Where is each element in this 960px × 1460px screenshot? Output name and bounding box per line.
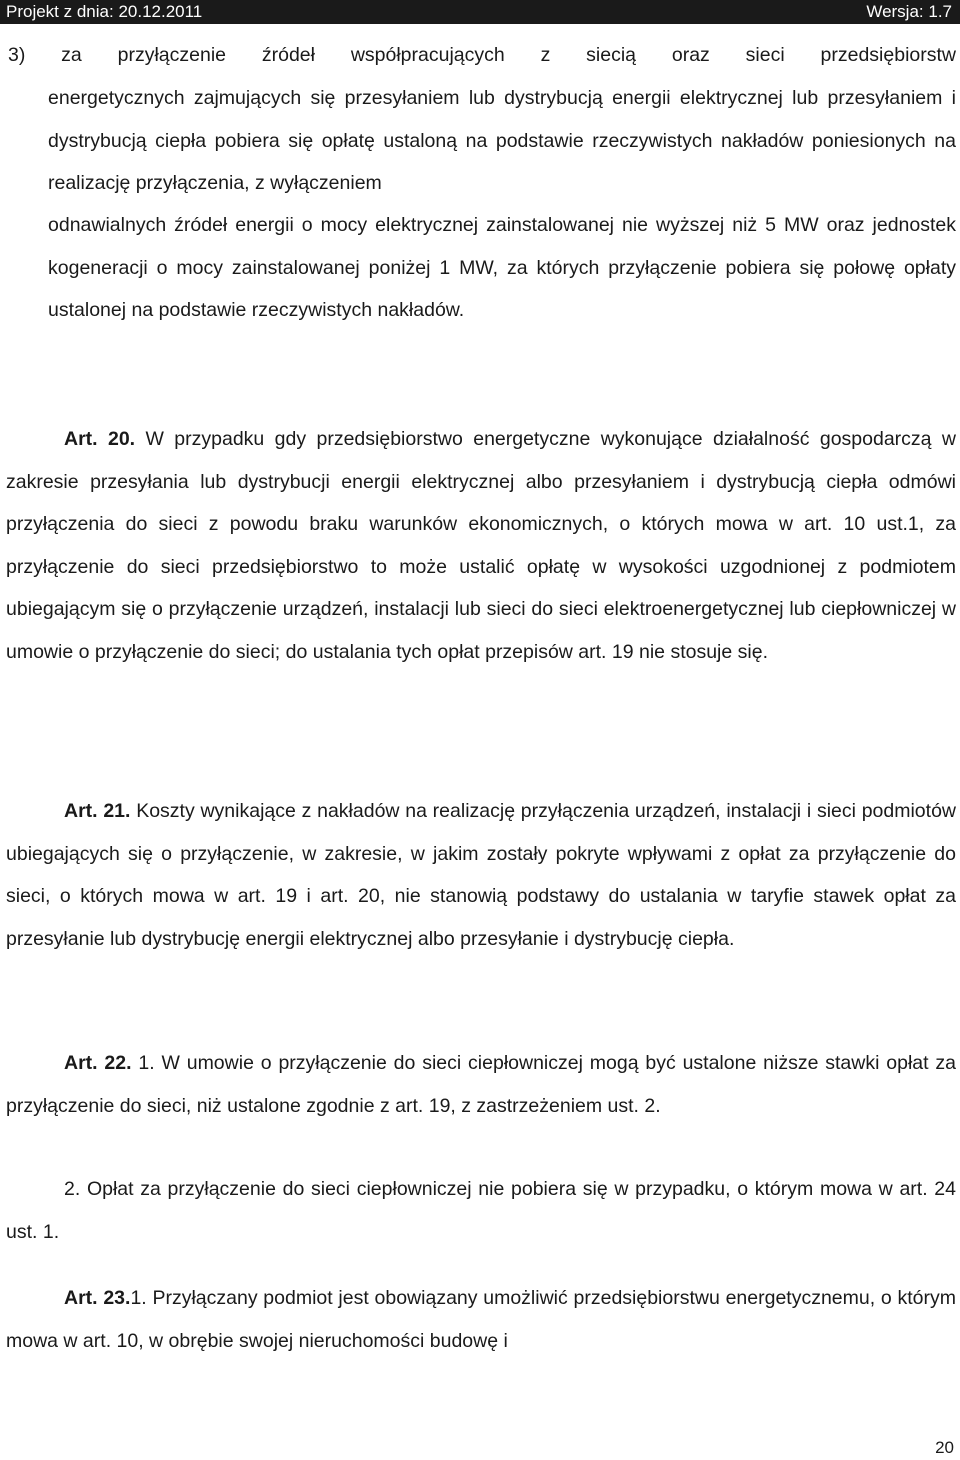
article-22-par1 (6, 1042, 956, 1127)
article-23 (6, 1277, 956, 1362)
item3-continuation: energetycznych zajmujących się przesyłaniem lub dystrybucją energii elektrycznej lub przesyłaniem i dystrybucją ciepła pobiera się opłatę ustaloną na podstawie rzeczywistych nakładów poniesionych na realizację przyłączenia, z wyłączeniem (48, 87, 956, 194)
document-header (0, 0, 960, 24)
article-22-par2 (6, 1168, 956, 1253)
article-21-text: Koszty wynikające z nakładów na realizację przyłączenia urządzeń, instalacji i sieci podmiotów ubiegających się o przyłączenie, w zakresie, w jakim zostały pokryte wpływami z opłat za przyłączenie do sieci, o których mowa w art. 19 i art. 20, nie stanowią podstawy do ustalania w taryfie stawek opłat za przesyłanie lub dystrybucję energii elektrycznej albo przesyłanie i dystrybucję ciepła. (6, 800, 957, 950)
article-21-label: Art. 21. (64, 800, 131, 822)
item3-continuation-2: odnawialnych źródeł energii o mocy elektrycznej zainstalowanej nie wyższej niż 5 MW oraz jednostek kogeneracji o mocy zainstalowanej poniżej 1 MW, za których przyłączenie pobiera się połowę opłaty ustalonej na podstawie rzeczywistych nakładów. (48, 214, 956, 321)
version-label: Wersja: 1.7 (866, 2, 952, 21)
page-number: 20 (935, 1438, 954, 1457)
article-21 (6, 790, 956, 960)
project-date: Projekt z dnia: 20.12.2011 (6, 2, 203, 21)
article-23-text: 1. Przyłączany podmiot jest obowiązany umożliwić przedsiębiorstwu energetycznemu, o którym mowa w art. 10, w obrębie swojej nieruchomości budowę i (6, 1287, 956, 1352)
article-20-label: Art. 20. (64, 428, 136, 450)
article-20 (6, 418, 956, 673)
article-22-text-2: 2. Opłat za przyłączenie do sieci ciepłowniczej nie pobiera się w przypadku, o którym mowa w art. 24 ust. 1. (6, 1178, 956, 1243)
article-23-label: Art. 23. (64, 1287, 131, 1309)
article-22-text-1: 1. W umowie o przyłączenie do sieci ciepłowniczej mogą być ustalone niższe stawki opłat za przyłączenie do sieci, niż ustalone zgodnie z art. 19, z zastrzeżeniem ust. 2. (6, 1052, 956, 1117)
article-22-label: Art. 22. (64, 1052, 132, 1074)
item3-first-line: 3) za przyłączenie źródeł współpracujących z siecią oraz sieci przedsiębiorstw (8, 44, 956, 66)
article-20-text: W przypadku gdy przedsiębiorstwo energetyczne wykonujące działalność gospodarczą w zakresie przesyłania lub dystrybucji energii elektrycznej albo przesyłaniem i dystrybucją ciepła odmówi przyłączenia do sieci z powodu braku warunków ekonomicznych, o których mowa w art. 10 ust.1, za przyłączenie do sieci przedsiębiorstwo to może ustalić opłatę w wysokości uzgodnionej z podmiotem ubiegającym się o przyłączenie urządzeń, instalacji lub sieci do sieci elektroenergetycznej lub ciepłowniczej w umowie o przyłączenie do sieci; do ustalania tych opłat przepisów art. 19 nie stosuje się. (6, 428, 956, 663)
